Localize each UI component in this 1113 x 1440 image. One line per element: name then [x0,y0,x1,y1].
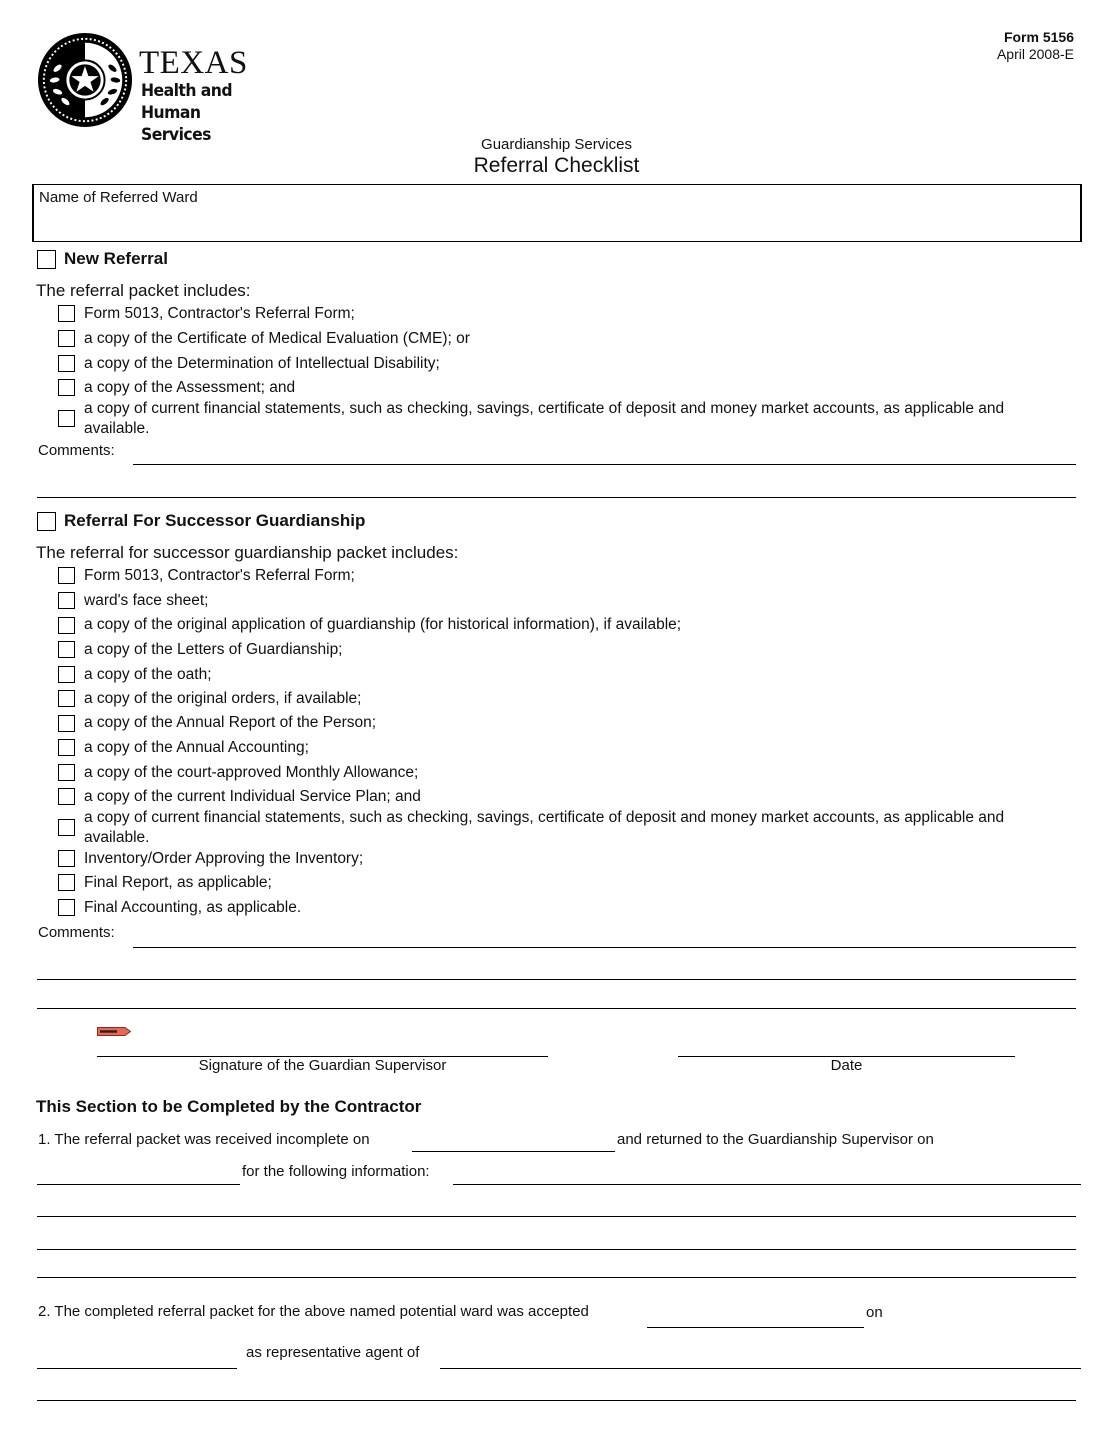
list-item: a copy of the court-approved Monthly Allowance; [84,764,419,781]
successor-comments-line-2[interactable] [37,979,1076,980]
list-item-continuation: available. [84,420,150,437]
accepted-by-field[interactable] [647,1327,864,1328]
ward-name-field[interactable] [32,184,1082,242]
ward-name-label: Name of Referred Ward [39,189,198,206]
new-referral-intro: The referral packet includes: [36,281,251,300]
new-referral-comments-label: Comments: [38,442,115,459]
list-item: Final Accounting, as applicable. [84,899,302,916]
checkbox[interactable] [58,690,75,707]
checkbox[interactable] [58,666,75,683]
successor-referral-checkbox[interactable] [37,512,56,531]
list-item: a copy of the Letters of Guardianship; [84,641,343,658]
checkbox[interactable] [58,874,75,891]
list-item: ward's face sheet; [84,592,209,609]
following-info-line-2[interactable] [37,1216,1076,1217]
logo-agency-line1: Health and Human [141,81,233,123]
checkbox[interactable] [58,592,75,609]
item1-text-b: and returned to the Guardianship Supervisor on [617,1131,934,1148]
received-incomplete-date-field[interactable] [412,1151,615,1152]
form-number: Form 5156 [1003,29,1074,45]
checkbox[interactable] [58,850,75,867]
logo-agency-line2: Services [141,125,211,145]
new-referral-comments-line-2[interactable] [37,497,1076,498]
list-item: a copy of the original orders, if available; [84,690,362,707]
successor-referral-heading: Referral For Successor Guardianship [64,511,366,530]
sign-here-tab-icon[interactable] [97,1027,131,1036]
successor-comments-label: Comments: [38,924,115,941]
representative-agent-line-2[interactable] [37,1400,1076,1401]
contractor-section-heading: This Section to be Completed by the Contractor [36,1097,422,1116]
checkbox[interactable] [58,355,75,372]
item2-text-c: as representative agent of [246,1344,420,1361]
item2-text-a: 2. The completed referral packet for the above named potential ward was accepted [38,1303,589,1320]
item1-text-a: 1. The referral packet was received incomplete on [38,1131,370,1148]
list-item: Final Report, as applicable; [84,874,272,891]
representative-agent-field[interactable] [440,1368,1081,1369]
checkbox[interactable] [58,305,75,322]
successor-comments-line-3[interactable] [37,1008,1076,1009]
checkbox[interactable] [58,567,75,584]
successor-comments-line-1[interactable] [133,947,1076,948]
checkbox[interactable] [58,819,75,836]
following-info-line-4[interactable] [37,1277,1076,1278]
item1-text-c: for the following information: [242,1163,430,1180]
form-identifier [997,29,1074,63]
list-item: a copy of current financial statements, such as checking, savings, certificate of deposit and money market accounts, as applicable and [84,809,1005,826]
program-name: Guardianship Services [481,136,632,153]
page-title: Referral Checklist [473,154,640,177]
list-item: a copy of the Assessment; and [84,379,296,396]
list-item: a copy of the Annual Report of the Person; [84,714,377,731]
checkbox[interactable] [58,899,75,916]
checkbox[interactable] [58,641,75,658]
list-item: a copy of the Annual Accounting; [84,739,309,756]
date-label: Date [830,1057,863,1074]
form-revision: April 2008-E [996,46,1074,62]
texas-seal-icon [36,31,134,129]
list-item: a copy of the Determination of Intellectual Disability; [84,355,440,372]
checkbox[interactable] [58,330,75,347]
checkbox[interactable] [58,617,75,634]
list-item: a copy of the current Individual Service Plan; and [84,788,421,805]
checkbox[interactable] [58,410,75,427]
checkbox[interactable] [58,788,75,805]
following-info-line-1[interactable] [453,1184,1081,1185]
new-referral-heading: New Referral [64,249,168,268]
following-info-line-3[interactable] [37,1249,1076,1250]
list-item: Inventory/Order Approving the Inventory; [84,850,364,867]
list-item: Form 5013, Contractor's Referral Form; [84,567,355,584]
new-referral-checkbox[interactable] [37,250,56,269]
list-item: a copy of the original application of guardianship (for historical information), if available; [84,616,682,633]
logo-texas-text: TEXAS [139,45,248,81]
checkbox[interactable] [58,715,75,732]
returned-date-field[interactable] [37,1184,240,1185]
accepted-date-field[interactable] [37,1368,237,1369]
list-item: a copy of the oath; [84,666,212,683]
list-item: a copy of current financial statements, such as checking, savings, certificate of deposit and money market accounts, as applicable and [84,400,1005,417]
checkbox[interactable] [58,764,75,781]
hhs-logo [36,31,296,145]
list-item: Form 5013, Contractor's Referral Form; [84,305,355,322]
list-item: a copy of the Certificate of Medical Evaluation (CME); or [84,330,470,347]
checkbox[interactable] [58,379,75,396]
successor-referral-intro: The referral for successor guardianship packet includes: [36,543,459,562]
checkbox[interactable] [58,739,75,756]
new-referral-comments-line-1[interactable] [133,464,1076,465]
signature-label: Signature of the Guardian Supervisor [198,1057,447,1074]
list-item-continuation: available. [84,829,150,846]
item2-text-b: on [866,1304,883,1321]
